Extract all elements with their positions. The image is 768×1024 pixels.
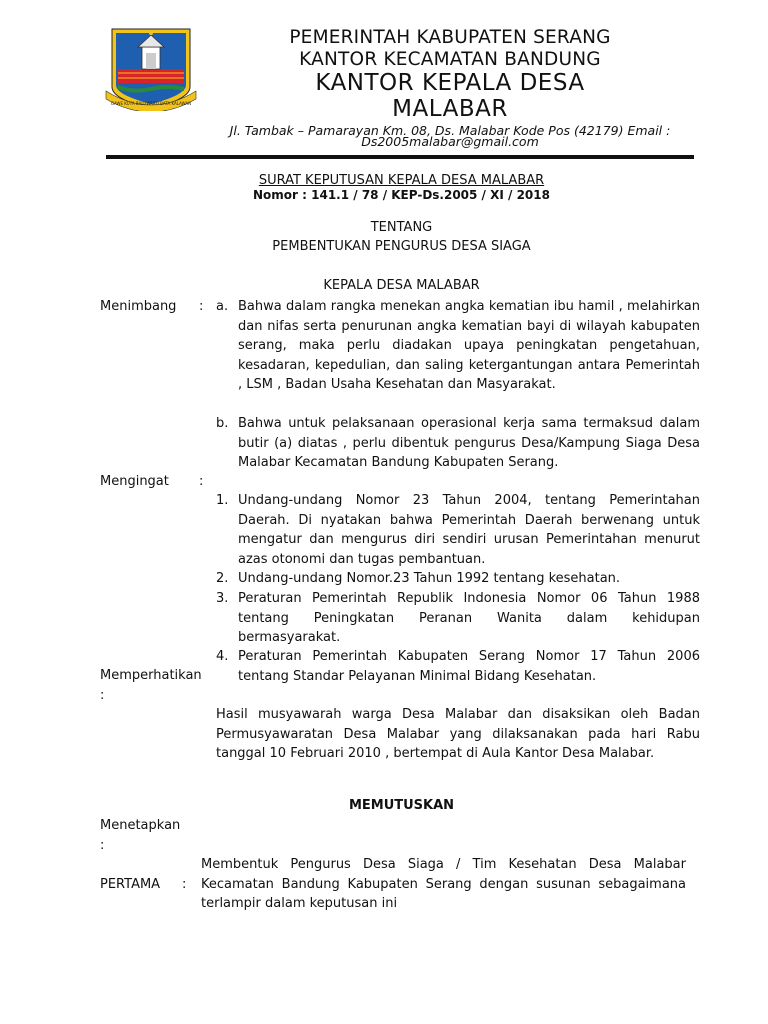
list-marker: 2.: [216, 571, 229, 586]
decree-title: SURAT KEPUTUSAN KEPALA DESA MALABAR: [258, 173, 545, 188]
menimbang-item-b: Bahwa untuk pelaksanaan operasional kerja sama termaksud dalam butir (a) diatas , perlu dibentuk pengurus Desa/Kampung Siaga Desa Malabar Kecamatan Bandung Kabupaten Serang.: [238, 416, 700, 470]
memutuskan-heading: MEMUTUSKAN: [348, 798, 455, 813]
menetapkan-colon: :: [100, 838, 105, 853]
list-marker: 4.: [216, 649, 229, 664]
mengingat-item-2: Undang-undang Nomor.23 Tahun 1992 tentang kesehatan.: [238, 571, 621, 586]
list-marker: 3.: [216, 591, 229, 606]
letterhead-village-name: MALABAR: [392, 96, 508, 122]
menetapkan-label: Menetapkan: [100, 818, 181, 833]
list-marker: b.: [216, 416, 229, 431]
letterhead-government: PEMERINTAH KABUPATEN SERANG: [289, 27, 611, 48]
issuer-heading: KEPALA DESA MALABAR: [323, 278, 480, 293]
mengingat-colon: :: [199, 474, 204, 489]
letterhead-divider: [106, 155, 694, 159]
menimbang-colon: :: [199, 299, 204, 314]
pertama-colon: :: [182, 877, 187, 892]
pertama-label: PERTAMA: [100, 877, 161, 892]
pertama-text: Membentuk Pengurus Desa Siaga / Tim Kesehatan Desa Malabar Kecamatan Bandung Kabupaten Serang dengan susunan sebagaimana terlampir dalam keputusan ini: [201, 857, 686, 911]
memperhatikan-text: Hasil musyawarah warga Desa Malabar dan disaksikan oleh Badan Permusyawaratan Desa Malabar yang dilaksanakan pada hari Rabu tanggal 10 Februari 2010 , bertempat di Aula Kantor Desa Malabar.: [216, 707, 700, 761]
memperhatikan-colon: :: [100, 688, 105, 703]
tentang-heading: TENTANG: [370, 220, 433, 235]
svg-text:GAWE KUTA BALUWARTI BATA KALAW: GAWE KUTA BALUWARTI BATA KALAWAN: [110, 101, 192, 106]
letterhead-email: Ds2005malabar@gmail.com: [361, 134, 539, 149]
list-marker: a.: [216, 299, 229, 314]
letterhead-subdistrict: KANTOR KECAMATAN BANDUNG: [299, 49, 601, 70]
mengingat-item-4: Peraturan Pemerintah Kabupaten Serang Nomor 17 Tahun 2006 tentang Standar Pelayanan Minimal Bidang Kesehatan.: [238, 649, 700, 684]
mengingat-label: Mengingat: [100, 474, 169, 489]
mengingat-item-3: Peraturan Pemerintah Republik Indonesia Nomor 06 Tahun 1988 tentang Peningkatan Peranan Wanita dalam kehidupan bermasyarakat.: [238, 591, 700, 645]
letterhead-address: Jl. Tambak – Pamarayan Km. 08, Ds. Malabar Kode Pos (42179) Email :: [229, 123, 671, 138]
memperhatikan-label: Memperhatikan: [100, 668, 202, 683]
list-marker: 1.: [216, 493, 229, 508]
decree-subject: PEMBENTUKAN PENGURUS DESA SIAGA: [272, 239, 531, 254]
regency-emblem-logo: [104, 25, 198, 111]
letterhead-village-office: KANTOR KEPALA DESA: [315, 70, 585, 96]
decree-number: Nomor : 141.1 / 78 / KEP-Ds.2005 / XI / 2018: [253, 188, 550, 202]
menimbang-label: Menimbang: [100, 299, 177, 314]
mengingat-item-1: Undang-undang Nomor 23 Tahun 2004, tentang Pemerintahan Daerah. Di nyatakan bahwa Pemerintah Daerah berwenang untuk mengatur dan mengurus diri sendiri urusan Pemerintahan menurut azas otonomi dan tugas pembantuan.: [238, 493, 700, 567]
menimbang-item-a: Bahwa dalam rangka menekan angka kematian ibu hamil , melahirkan dan nifas serta penurunan angka kematian bayi di wilayah kabupaten serang, maka perlu diadakan upaya peningkatan pengetahuan, kesadaran, kepedulian, dan saling ketergantungan antara Pemerintah , LSM , Badan Usaha Kesehatan dan Masyarakat.: [238, 299, 700, 392]
